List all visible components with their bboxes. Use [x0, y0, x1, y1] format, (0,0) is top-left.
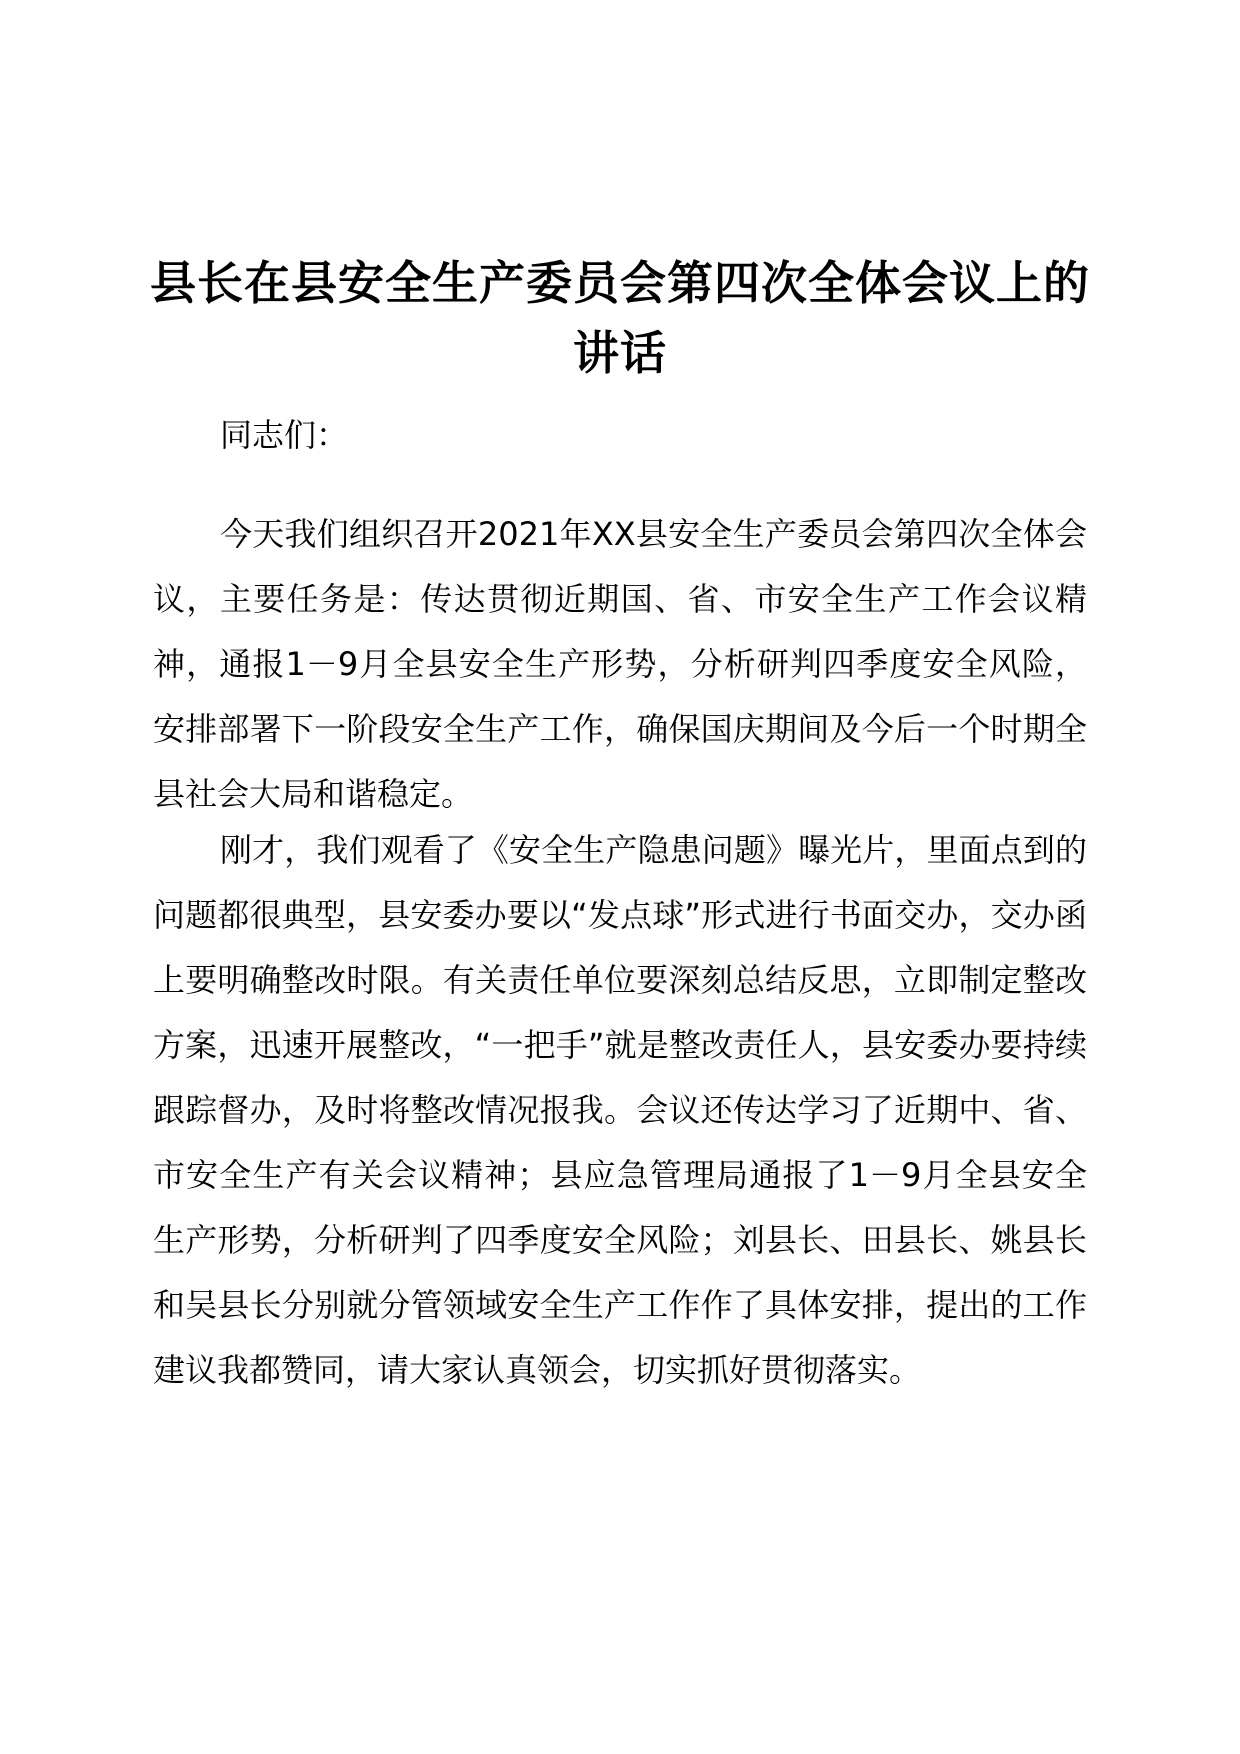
- paragraph-2: 刚才，我们观看了《安全生产隐患问题》曝光片，里面点到的问题都很典型，县安委办要以“发点球”形式进行书面交办，交办函上要明确整改时限。有关责任单位要深刻总结反思，立即制定整改方案，迅速开展整改，“一把手”就是整改责任人，县安委办要持续跟踪督办，及时将整改情况报我。会议还传达学习了近期中、省、市安全生产有关会议精神；县应急管理局通报了1－9月全县安全生产形势，分析研判了四季度安全风险；刘县长、田县长、姚县长和吴县长分别就分管领域安全生产工作作了具体安排，提出的工作建议我都赞同，请大家认真领会，切实抓好贯彻落实。: [153, 831, 1087, 1389]
- document-title: 县长在县安全生产委员会第四次全体会议上的讲话: [150, 256, 1090, 380]
- salutation: 同志们：: [220, 416, 349, 454]
- paragraph-1: 今天我们组织召开2021年XX县安全生产委员会第四次全体会议，主要任务是：传达贯彻近期国、省、市安全生产工作会议精神，通报1－9月全县安全生产形势，分析研判四季度安全风险，安排部署下一阶段安全生产工作，确保国庆期间及今后一个时期全县社会大局和谐稳定。: [153, 515, 1087, 813]
